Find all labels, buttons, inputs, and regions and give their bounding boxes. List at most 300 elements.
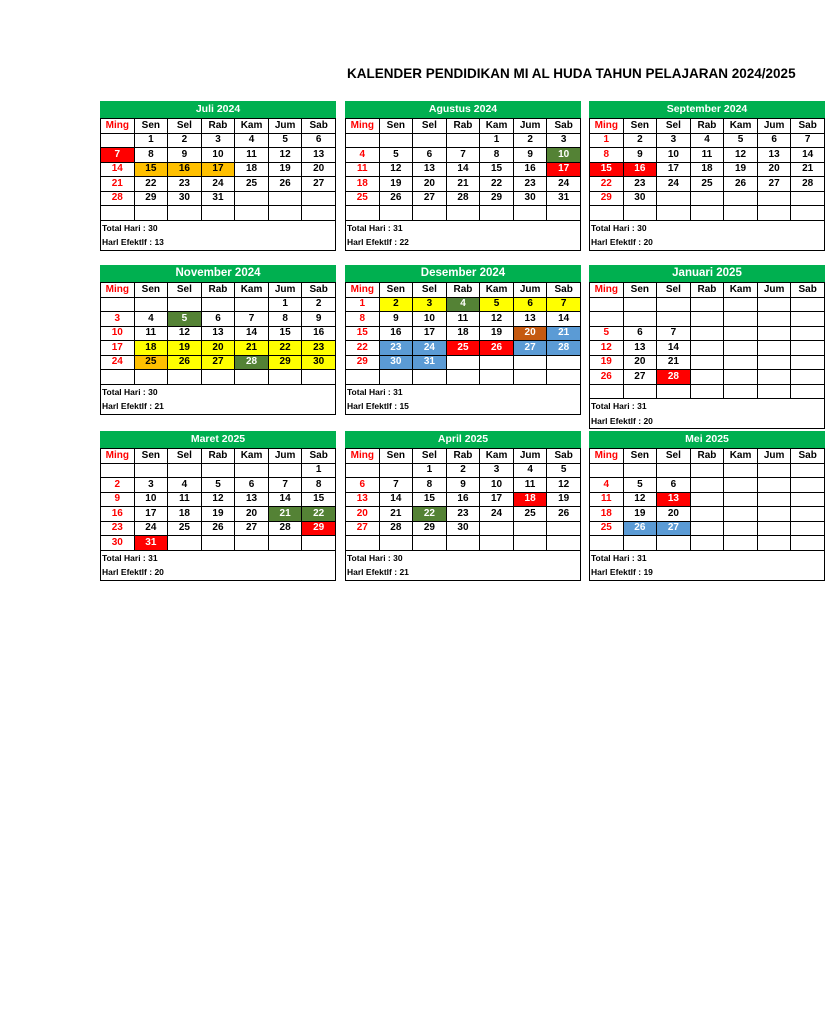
empty-day-cell — [791, 297, 825, 312]
effective-days-value: 22 — [399, 237, 409, 247]
empty-day-cell — [724, 297, 758, 312]
empty-day-cell — [379, 133, 413, 148]
empty-day-cell — [235, 297, 269, 312]
week-row — [346, 507, 581, 522]
empty-day-cell — [413, 370, 447, 385]
day-cell: 25 — [513, 507, 547, 522]
weekday-label: Sel — [413, 119, 447, 134]
day-cell: 9 — [513, 148, 547, 163]
weekday-label: Rab — [201, 283, 235, 298]
weekday-header-row — [346, 119, 581, 134]
day-cell: 18 — [513, 492, 547, 507]
empty-day-cell — [480, 536, 514, 551]
week-row — [346, 148, 581, 163]
empty-day-cell — [101, 370, 135, 385]
empty-day-cell — [791, 536, 825, 551]
month-calendar-januari — [589, 265, 825, 429]
month-calendar-juli — [100, 101, 336, 251]
week-row — [346, 341, 581, 356]
weekday-label: Ming — [590, 449, 624, 464]
day-cell: 15 — [268, 326, 302, 341]
month-summary — [589, 551, 825, 581]
day-cell: 20 — [513, 326, 547, 341]
empty-day-cell — [690, 326, 724, 341]
weekday-header-row — [101, 119, 336, 134]
empty-day-cell — [757, 312, 791, 327]
empty-day-cell — [623, 312, 657, 327]
day-cell: 12 — [379, 162, 413, 177]
empty-day-cell — [134, 297, 168, 312]
week-row — [346, 312, 581, 327]
day-cell: 7 — [446, 148, 480, 163]
effective-days-label: Harl Efektlf : — [591, 567, 644, 577]
day-cell: 3 — [657, 133, 691, 148]
month-header: September 2024 — [589, 101, 825, 118]
day-cell: 6 — [513, 297, 547, 312]
weekday-label: Sel — [168, 283, 202, 298]
week-row — [590, 191, 825, 206]
day-cell: 21 — [101, 177, 135, 192]
day-cell: 2 — [379, 297, 413, 312]
day-cell: 30 — [446, 521, 480, 536]
day-cell: 24 — [657, 177, 691, 192]
day-cell: 26 — [201, 521, 235, 536]
day-cell: 27 — [657, 521, 691, 536]
effective-days-line — [591, 414, 824, 429]
total-days-line — [591, 551, 824, 566]
empty-day-cell — [623, 463, 657, 478]
week-row — [101, 370, 336, 385]
day-cell: 6 — [657, 478, 691, 493]
day-cell: 19 — [623, 507, 657, 522]
week-row — [590, 312, 825, 327]
day-cell: 12 — [724, 148, 758, 163]
weekday-label: Ming — [346, 283, 380, 298]
day-cell: 19 — [547, 492, 581, 507]
month-days-table — [345, 282, 581, 385]
empty-day-cell — [101, 297, 135, 312]
day-cell: 27 — [235, 521, 269, 536]
day-cell: 15 — [346, 326, 380, 341]
day-cell: 21 — [791, 162, 825, 177]
day-cell: 10 — [480, 478, 514, 493]
day-cell: 13 — [346, 492, 380, 507]
day-cell: 2 — [101, 478, 135, 493]
day-cell: 4 — [446, 297, 480, 312]
day-cell: 14 — [379, 492, 413, 507]
day-cell: 29 — [480, 191, 514, 206]
day-cell: 26 — [480, 341, 514, 356]
day-cell: 13 — [235, 492, 269, 507]
total-days-value: 30 — [393, 552, 403, 563]
empty-day-cell — [791, 341, 825, 356]
empty-day-cell — [690, 521, 724, 536]
total-days-value: 31 — [637, 401, 647, 411]
empty-day-cell — [757, 521, 791, 536]
total-days-value: 31 — [393, 222, 403, 233]
day-cell: 5 — [168, 312, 202, 327]
empty-day-cell — [413, 133, 447, 148]
weekday-label: Jum — [513, 449, 547, 464]
empty-day-cell — [346, 370, 380, 385]
total-days-line — [347, 551, 580, 566]
day-cell: 21 — [547, 326, 581, 341]
empty-day-cell — [201, 536, 235, 551]
empty-day-cell — [302, 191, 336, 206]
empty-day-cell — [235, 463, 269, 478]
week-row — [590, 521, 825, 536]
month-calendar-maret — [100, 431, 336, 581]
day-cell: 7 — [235, 312, 269, 327]
day-cell: 25 — [168, 521, 202, 536]
effective-days-label: Harl Efektlf : — [591, 415, 644, 426]
day-cell: 16 — [513, 162, 547, 177]
empty-day-cell — [690, 312, 724, 327]
day-cell: 25 — [235, 177, 269, 192]
empty-day-cell — [791, 312, 825, 327]
weekday-label: Sab — [302, 119, 336, 134]
day-cell: 10 — [101, 326, 135, 341]
day-cell: 14 — [657, 341, 691, 356]
total-days-label: Total Hari : — [591, 222, 638, 233]
weekday-label: Rab — [446, 449, 480, 464]
empty-day-cell — [413, 536, 447, 551]
day-cell: 4 — [168, 478, 202, 493]
weekday-header-row — [590, 283, 825, 298]
weekday-label: Sel — [413, 449, 447, 464]
empty-day-cell — [134, 370, 168, 385]
month-header: Maret 2025 — [100, 431, 336, 448]
day-cell: 17 — [201, 162, 235, 177]
month-header: Januari 2025 — [589, 265, 825, 282]
day-cell: 15 — [413, 492, 447, 507]
day-cell: 12 — [168, 326, 202, 341]
day-cell: 18 — [446, 326, 480, 341]
day-cell: 7 — [101, 148, 135, 163]
weekday-label: Ming — [346, 449, 380, 464]
day-cell: 13 — [757, 148, 791, 163]
week-row — [346, 326, 581, 341]
day-cell: 8 — [134, 148, 168, 163]
weekday-label: Sab — [791, 283, 825, 298]
total-days-label: Total Hari : — [347, 552, 394, 563]
month-summary — [345, 221, 581, 251]
day-cell: 12 — [201, 492, 235, 507]
empty-day-cell — [302, 206, 336, 221]
day-cell: 25 — [590, 521, 624, 536]
day-cell: 22 — [413, 507, 447, 522]
month-header: Juli 2024 — [100, 101, 336, 118]
day-cell: 14 — [547, 312, 581, 327]
weekday-label: Sab — [791, 449, 825, 464]
day-cell: 26 — [590, 370, 624, 385]
week-row — [590, 297, 825, 312]
weekday-label: Jum — [757, 283, 791, 298]
weekday-label: Jum — [757, 449, 791, 464]
week-row — [346, 536, 581, 551]
day-cell: 16 — [379, 326, 413, 341]
weekday-label: Kam — [480, 283, 514, 298]
day-cell: 31 — [413, 355, 447, 370]
total-days-value: 31 — [637, 552, 647, 563]
week-row — [346, 191, 581, 206]
weekday-label: Rab — [446, 119, 480, 134]
day-cell: 7 — [791, 133, 825, 148]
weekday-label: Sen — [134, 119, 168, 134]
empty-day-cell — [657, 206, 691, 221]
empty-day-cell — [101, 133, 135, 148]
day-cell: 13 — [657, 492, 691, 507]
week-row — [346, 355, 581, 370]
empty-day-cell — [791, 478, 825, 493]
day-cell: 1 — [413, 463, 447, 478]
day-cell: 26 — [379, 191, 413, 206]
weekday-label: Sab — [547, 283, 581, 298]
month-summary — [589, 399, 825, 429]
empty-day-cell — [791, 355, 825, 370]
empty-day-cell — [757, 492, 791, 507]
effective-days-line — [347, 565, 580, 580]
day-cell: 16 — [446, 492, 480, 507]
week-row — [101, 312, 336, 327]
empty-day-cell — [791, 521, 825, 536]
week-row — [101, 162, 336, 177]
weekday-label: Sab — [547, 119, 581, 134]
empty-day-cell — [724, 463, 758, 478]
empty-day-cell — [791, 384, 825, 399]
day-cell: 18 — [590, 507, 624, 522]
day-cell: 3 — [134, 478, 168, 493]
empty-day-cell — [690, 478, 724, 493]
day-cell: 1 — [590, 133, 624, 148]
day-cell: 9 — [446, 478, 480, 493]
day-cell: 18 — [690, 162, 724, 177]
day-cell: 8 — [346, 312, 380, 327]
day-cell: 23 — [101, 521, 135, 536]
day-cell: 23 — [623, 177, 657, 192]
empty-day-cell — [547, 536, 581, 551]
day-cell: 16 — [302, 326, 336, 341]
day-cell: 30 — [302, 355, 336, 370]
day-cell: 5 — [724, 133, 758, 148]
month-calendar-november — [100, 265, 336, 415]
empty-day-cell — [791, 507, 825, 522]
empty-day-cell — [547, 370, 581, 385]
day-cell: 11 — [513, 478, 547, 493]
week-row — [590, 507, 825, 522]
day-cell: 14 — [268, 492, 302, 507]
week-row — [101, 521, 336, 536]
empty-day-cell — [590, 384, 624, 399]
day-cell: 2 — [302, 297, 336, 312]
weekday-label: Sen — [623, 449, 657, 464]
day-cell: 12 — [590, 341, 624, 356]
weekday-label: Kam — [235, 283, 269, 298]
day-cell: 5 — [379, 148, 413, 163]
empty-day-cell — [268, 536, 302, 551]
empty-day-cell — [480, 370, 514, 385]
week-row — [346, 206, 581, 221]
day-cell: 13 — [623, 341, 657, 356]
day-cell: 7 — [268, 478, 302, 493]
total-days-label: Total Hari : — [591, 552, 638, 563]
day-cell: 2 — [623, 133, 657, 148]
total-days-line — [102, 551, 335, 566]
effective-days-value: 13 — [154, 237, 164, 247]
empty-day-cell — [168, 206, 202, 221]
week-row — [101, 536, 336, 551]
total-days-value: 30 — [148, 222, 158, 233]
weekday-label: Sel — [657, 119, 691, 134]
day-cell: 27 — [346, 521, 380, 536]
day-cell: 21 — [268, 507, 302, 522]
weekday-label: Rab — [201, 119, 235, 134]
day-cell: 11 — [168, 492, 202, 507]
day-cell: 5 — [480, 297, 514, 312]
day-cell: 16 — [623, 162, 657, 177]
weekday-label: Rab — [201, 449, 235, 464]
week-row — [590, 384, 825, 399]
day-cell: 21 — [446, 177, 480, 192]
weekday-label: Sab — [302, 283, 336, 298]
day-cell: 27 — [623, 370, 657, 385]
day-cell: 12 — [547, 478, 581, 493]
day-cell: 11 — [446, 312, 480, 327]
empty-day-cell — [791, 370, 825, 385]
empty-day-cell — [379, 206, 413, 221]
total-days-value: 31 — [393, 386, 403, 397]
day-cell: 27 — [413, 191, 447, 206]
day-cell: 11 — [346, 162, 380, 177]
empty-day-cell — [724, 341, 758, 356]
effective-days-value: 21 — [154, 401, 164, 411]
day-cell: 30 — [379, 355, 413, 370]
week-row — [590, 463, 825, 478]
weekday-label: Kam — [480, 449, 514, 464]
day-cell: 8 — [302, 478, 336, 493]
effective-days-label: Harl Efektlf : — [347, 237, 400, 247]
weekday-label: Sab — [302, 449, 336, 464]
day-cell: 4 — [590, 478, 624, 493]
day-cell: 5 — [590, 326, 624, 341]
page-title: KALENDER PENDIDIKAN MI AL HUDA TAHUN PELAJARAN 2024/2025 — [347, 66, 796, 81]
empty-day-cell — [757, 478, 791, 493]
day-cell: 20 — [413, 177, 447, 192]
empty-day-cell — [724, 191, 758, 206]
day-cell: 13 — [201, 326, 235, 341]
week-row — [346, 521, 581, 536]
month-header: April 2025 — [345, 431, 581, 448]
day-cell: 20 — [623, 355, 657, 370]
effective-days-value: 20 — [154, 567, 164, 577]
day-cell: 15 — [134, 162, 168, 177]
day-cell: 10 — [547, 148, 581, 163]
empty-day-cell — [446, 133, 480, 148]
week-row — [590, 148, 825, 163]
month-calendar-mei — [589, 431, 825, 581]
day-cell: 24 — [480, 507, 514, 522]
weekday-label: Sen — [379, 119, 413, 134]
day-cell: 16 — [168, 162, 202, 177]
weekday-label: Sen — [379, 449, 413, 464]
month-header: Mei 2025 — [589, 431, 825, 448]
week-row — [346, 370, 581, 385]
empty-day-cell — [757, 326, 791, 341]
empty-day-cell — [379, 536, 413, 551]
effective-days-line — [347, 399, 580, 414]
month-days-table — [589, 118, 825, 221]
day-cell: 6 — [201, 312, 235, 327]
day-cell: 19 — [379, 177, 413, 192]
total-days-label: Total Hari : — [102, 386, 149, 397]
week-row — [590, 341, 825, 356]
empty-day-cell — [590, 536, 624, 551]
total-days-line — [591, 399, 824, 414]
day-cell: 18 — [134, 341, 168, 356]
empty-day-cell — [690, 206, 724, 221]
day-cell: 23 — [446, 507, 480, 522]
empty-day-cell — [547, 206, 581, 221]
month-days-table — [345, 448, 581, 551]
day-cell: 5 — [201, 478, 235, 493]
day-cell: 19 — [168, 341, 202, 356]
day-cell: 5 — [547, 463, 581, 478]
day-cell: 6 — [302, 133, 336, 148]
day-cell: 17 — [657, 162, 691, 177]
day-cell: 13 — [513, 312, 547, 327]
weekday-label: Kam — [235, 449, 269, 464]
month-days-table — [589, 282, 825, 399]
day-cell: 22 — [268, 341, 302, 356]
weekday-header-row — [101, 449, 336, 464]
day-cell: 3 — [201, 133, 235, 148]
empty-day-cell — [757, 370, 791, 385]
day-cell: 31 — [201, 191, 235, 206]
weekday-label: Sen — [134, 449, 168, 464]
day-cell: 16 — [101, 507, 135, 522]
day-cell: 4 — [690, 133, 724, 148]
empty-day-cell — [724, 492, 758, 507]
effective-days-value: 20 — [643, 237, 653, 247]
month-summary — [100, 385, 336, 415]
day-cell: 1 — [302, 463, 336, 478]
day-cell: 25 — [690, 177, 724, 192]
empty-day-cell — [346, 206, 380, 221]
weekday-header-row — [346, 449, 581, 464]
day-cell: 23 — [302, 341, 336, 356]
empty-day-cell — [446, 536, 480, 551]
total-days-label: Total Hari : — [347, 222, 394, 233]
day-cell: 15 — [480, 162, 514, 177]
day-cell: 20 — [235, 507, 269, 522]
month-days-table — [100, 448, 336, 551]
day-cell: 9 — [379, 312, 413, 327]
month-days-table — [589, 448, 825, 551]
day-cell: 3 — [480, 463, 514, 478]
weekday-label: Jum — [513, 119, 547, 134]
empty-day-cell — [379, 370, 413, 385]
day-cell: 7 — [379, 478, 413, 493]
empty-day-cell — [791, 492, 825, 507]
day-cell: 30 — [623, 191, 657, 206]
day-cell: 9 — [168, 148, 202, 163]
weekday-label: Sen — [379, 283, 413, 298]
day-cell: 19 — [480, 326, 514, 341]
day-cell: 29 — [134, 191, 168, 206]
day-cell: 27 — [757, 177, 791, 192]
day-cell: 19 — [590, 355, 624, 370]
empty-day-cell — [446, 355, 480, 370]
